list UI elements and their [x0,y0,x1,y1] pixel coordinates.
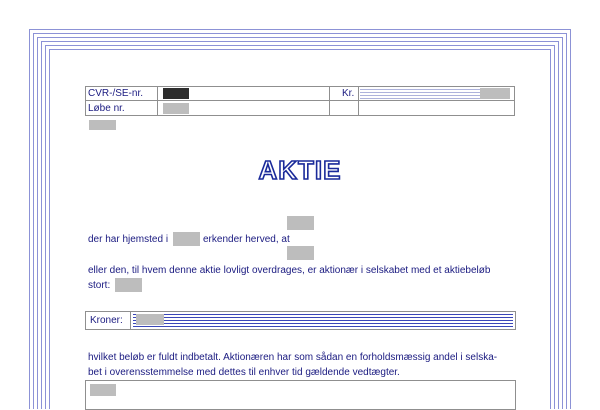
empty-cell-1 [329,100,359,116]
kroner-line-1 [133,314,513,315]
holder-redaction [287,246,314,260]
lower-box [85,380,516,410]
lower-redaction [90,384,116,396]
body-line-1-before: der har hjemsted i [88,234,169,245]
empty-cell-2 [358,100,515,116]
kroner-line-3 [133,320,513,321]
body-line-1-after: erkender herved, at [203,234,290,245]
hjemsted-redaction [173,232,200,246]
kr-label: Kr. [342,88,355,99]
body-line-2: eller den, til hvem denne aktie lovligt overdrages, er aktionær i selskabet med et aktiebeløb [88,265,491,276]
kroner-line-4 [133,323,513,324]
kroner-label: Kroner: [90,315,123,326]
amount-text-redaction [115,278,142,292]
kroner-line-5 [133,326,513,327]
cvr-label: CVR-/SE-nr. [88,88,144,99]
document-title: AKTIE [258,155,342,185]
kroner-line-2 [133,317,513,318]
body-line-3: stort: [88,280,111,291]
cvr-redaction [163,88,189,99]
company-name-redaction [89,120,116,130]
hjemsted-top-redaction [287,216,314,230]
kr-redaction [480,88,510,99]
body-line-5: bet i overensstemmelse med dettes til enhver tid gældende vedtægter. [88,367,400,378]
loebe-redaction [163,103,189,114]
body-line-4: hvilket beløb er fuldt indbetalt. Aktionæren har som sådan en forholdsmæssig andel i selska- [88,352,498,363]
kroner-redaction [136,314,164,325]
loebe-label: Løbe nr. [88,103,125,114]
